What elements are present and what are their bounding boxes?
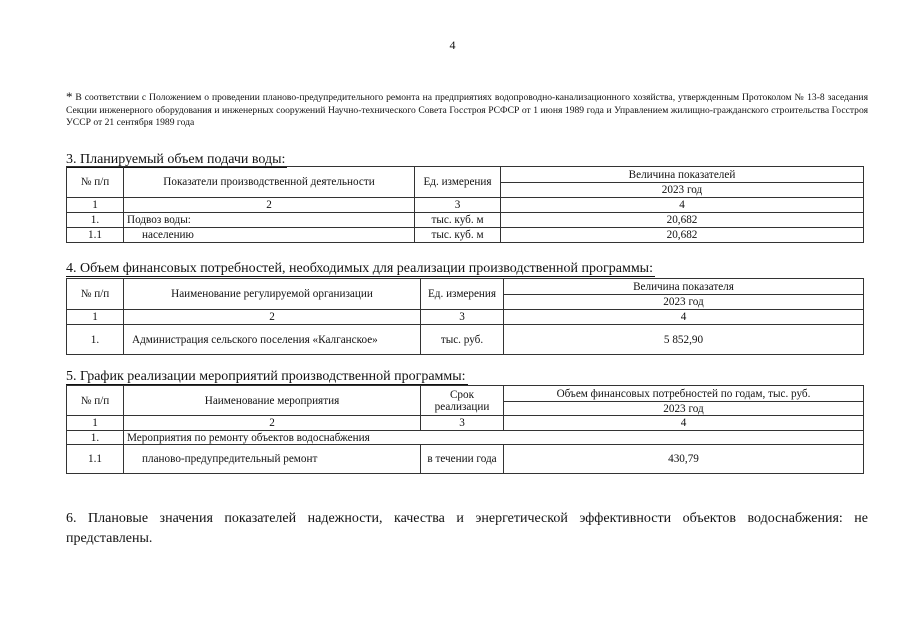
header-value-group: Величина показателя: [504, 279, 864, 295]
index-cell: 3: [415, 198, 501, 213]
index-cell: 2: [124, 310, 421, 325]
row-value: 20,682: [501, 213, 864, 228]
row-num: 1.1: [67, 228, 124, 243]
row-name: Администрация сельского поселения «Калганское»: [124, 325, 421, 355]
section-5-table: [66, 385, 864, 474]
row-value: 20,682: [501, 228, 864, 243]
table-row: [67, 325, 864, 355]
section-5-title: 5. График реализации мероприятий производственной программы:: [66, 369, 466, 384]
section-4-title: 4. Объем финансовых потребностей, необходимых для реализации производственной программы:: [66, 261, 653, 276]
section-6-text: 6. Плановые значения показателей надежности, качества и энергетической эффективности объектов водоснабжения: не представлены.: [66, 511, 868, 546]
index-cell: 4: [504, 310, 864, 325]
row-name: Мероприятия по ремонту объектов водоснабжения: [124, 431, 864, 445]
header-name: Наименование мероприятия: [124, 386, 421, 416]
row-name: населению: [124, 228, 415, 243]
table-index-row: [67, 310, 864, 325]
index-cell: 1: [67, 416, 124, 431]
section-3-title: 3. Планируемый объем подачи воды:: [66, 152, 286, 167]
header-term: Срок реализации: [421, 386, 504, 416]
header-name: Наименование регулируемой организации: [124, 279, 421, 310]
table-index-row: [67, 198, 864, 213]
row-name: Подвоз воды:: [124, 213, 415, 228]
row-num: 1.: [67, 325, 124, 355]
table-row: [67, 213, 864, 228]
table-header-row: [67, 279, 864, 295]
row-num: 1.: [67, 431, 124, 445]
section-3-table: [66, 166, 864, 243]
header-year: 2023 год: [501, 183, 864, 198]
index-cell: 1: [67, 310, 124, 325]
index-cell: 4: [504, 416, 864, 431]
index-cell: 2: [124, 416, 421, 431]
header-year: 2023 год: [504, 402, 864, 416]
header-num: № п/п: [67, 279, 124, 310]
table-row: [67, 228, 864, 243]
header-num: № п/п: [67, 386, 124, 416]
section-4-table: [66, 278, 864, 355]
index-cell: 1: [67, 198, 124, 213]
index-cell: 3: [421, 416, 504, 431]
page-number: 4: [449, 38, 456, 52]
row-value: 5 852,90: [504, 325, 864, 355]
footnote-text: В соответствии с Положением о проведении планово-предупредительного ремонта на предприятиях водопроводно-канализационного хозяйства, утвержденным Протоколом № 13-8 заседания Секции инженерного оборудования и инженерных сооружений Научно-технического Совета Госстроя РСФСР от 1 июня 1989 года и Управлением жилищно-гражданского строительства Госстроя УССР от 21 сентября 1989 года: [66, 92, 868, 128]
header-year: 2023 год: [504, 295, 864, 310]
index-cell: 4: [501, 198, 864, 213]
header-unit: Ед. измерения: [415, 167, 501, 198]
table-header-row: [67, 167, 864, 183]
header-value-group: Объем финансовых потребностей по годам, тыс. руб.: [504, 386, 864, 402]
row-num: 1.1: [67, 445, 124, 474]
row-unit: тыс. куб. м: [415, 228, 501, 243]
table-header-row: [67, 386, 864, 402]
header-unit: Ед. измерения: [421, 279, 504, 310]
header-name: Показатели производственной деятельности: [124, 167, 415, 198]
row-unit: тыс. руб.: [421, 325, 504, 355]
table-group-row: [67, 431, 864, 445]
header-num: № п/п: [67, 167, 124, 198]
index-cell: 3: [421, 310, 504, 325]
footnote-star: *: [66, 89, 73, 104]
row-unit: тыс. куб. м: [415, 213, 501, 228]
row-name: планово-предупредительный ремонт: [124, 445, 421, 474]
table-row: [67, 445, 864, 474]
index-cell: 2: [124, 198, 415, 213]
footnote: [66, 89, 868, 130]
table-index-row: [67, 416, 864, 431]
row-num: 1.: [67, 213, 124, 228]
header-value-group: Величина показателей: [501, 167, 864, 183]
row-value: 430,79: [504, 445, 864, 474]
row-term: в течении года: [421, 445, 504, 474]
